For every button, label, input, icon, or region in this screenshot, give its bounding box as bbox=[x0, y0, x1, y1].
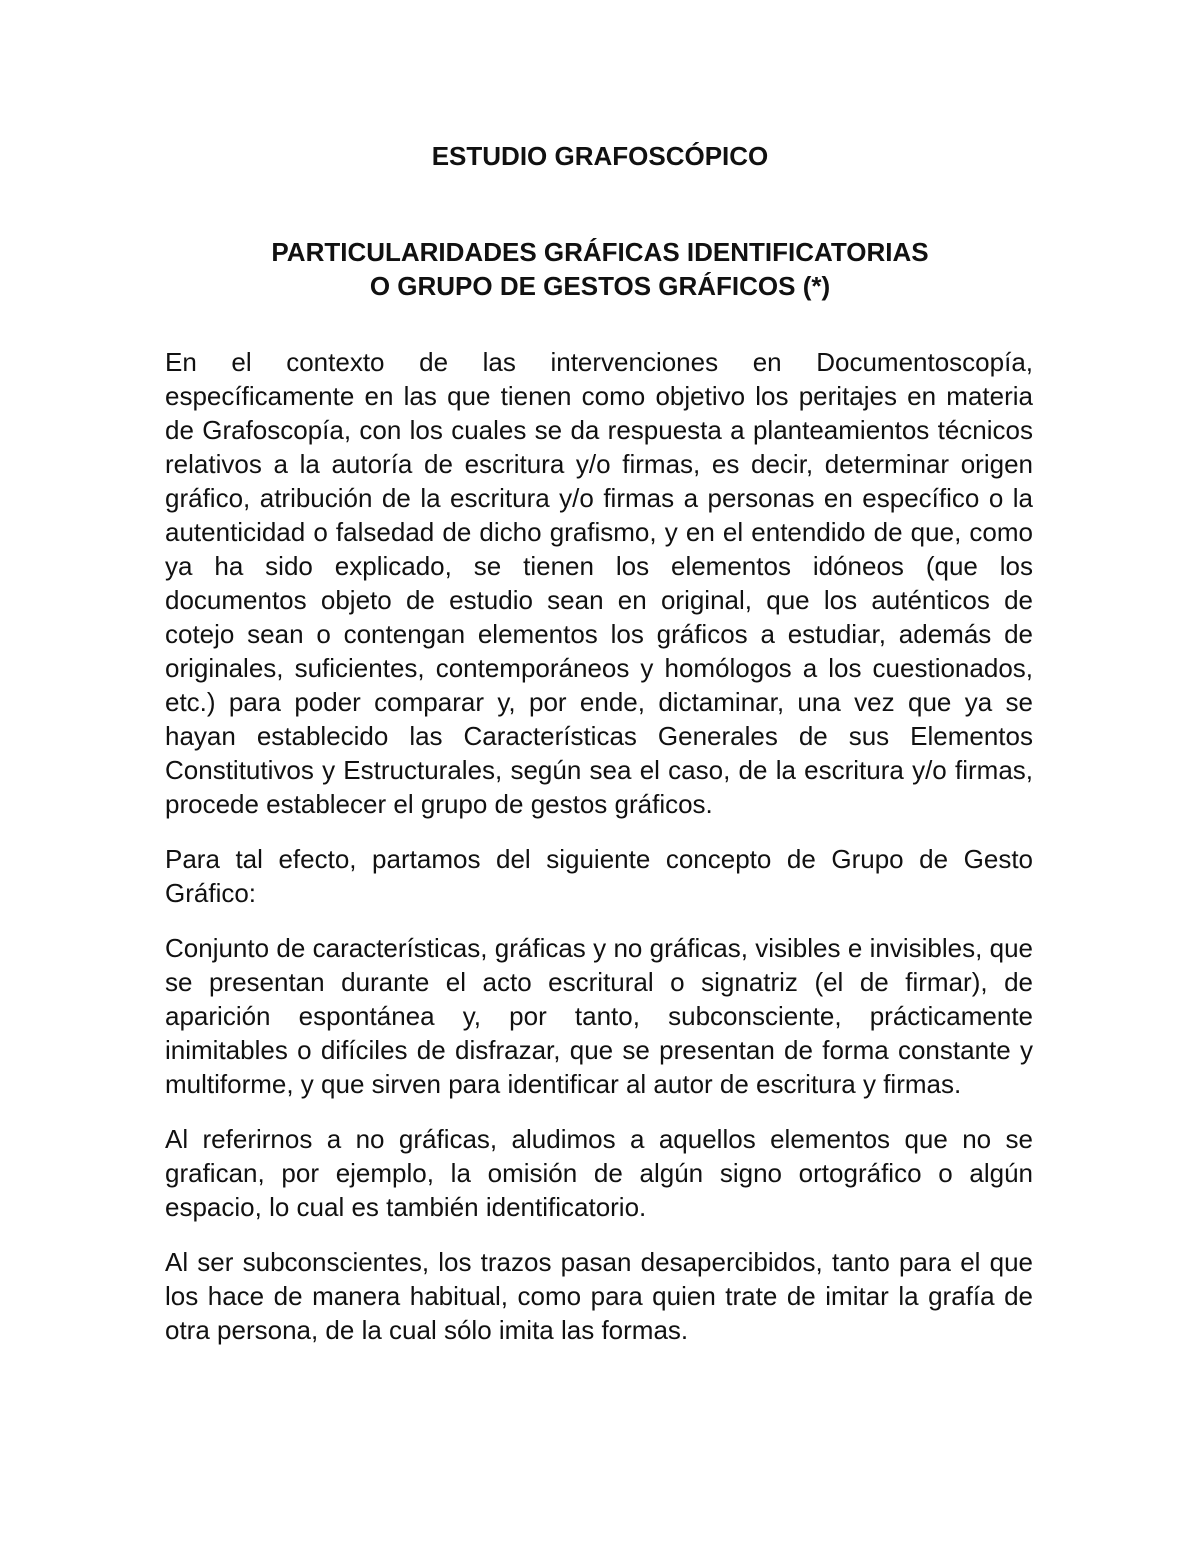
document-subtitle bbox=[0, 235, 1200, 303]
paragraph-3: Conjunto de características, gráficas y no gráficas, visibles e invisibles, que se presentan durante el acto escritural o signatriz (el de firmar), de aparición espontánea y, por tanto, subconsciente, prácticamente inimitables o difíciles de disfrazar, que se presentan de forma constante y multiforme, y que sirven para identificar al autor de escritura y firmas. bbox=[165, 933, 1033, 1099]
paragraph-1: En el contexto de las intervenciones en Documentoscopía, específicamente en las que tienen como objetivo los peritajes en materia de Grafoscopía, con los cuales se da respuesta a planteamientos técnicos relativos a la autoría de escritura y/o firmas, es decir, determinar origen gráfico, atribución de la escritura y/o firmas a personas en específico o la autenticidad o falsedad de dicho grafismo, y en el entendido de que, como ya ha sido explicado, se tienen los elementos idóneos (que los documentos objeto de estudio sean en original, que los auténticos de cotejo sean o contengan elementos los gráficos a estudiar, además de originales, suficientes, contemporáneos y homólogos a los cuestionados, etc.) para poder comparar y, por ende, dictaminar, una vez que ya se hayan establecido las Características Generales de sus Elementos Constitutivos y Estructurales, según sea el caso, de la escritura y/o firmas, procede establecer el grupo de gestos gráficos. bbox=[165, 347, 1033, 819]
document-body bbox=[165, 345, 1033, 1368]
paragraph-5: Al ser subconscientes, los trazos pasan desapercibidos, tanto para el que los hace de manera habitual, como para quien trate de imitar la grafía de otra persona, de la cual sólo imita las formas. bbox=[165, 1247, 1033, 1345]
paragraph-4: Al referirnos a no gráficas, aludimos a aquellos elementos que no se grafican, por ejemplo, la omisión de algún signo ortográfico o algún espacio, lo cual es también identificatorio. bbox=[165, 1124, 1033, 1222]
subtitle-line-2: O GRUPO DE GESTOS GRÁFICOS (*) bbox=[369, 271, 831, 301]
document-title: ESTUDIO GRAFOSCÓPICO bbox=[431, 141, 769, 171]
paragraph-2: Para tal efecto, partamos del siguiente concepto de Grupo de Gesto Gráfico: bbox=[165, 844, 1033, 908]
subtitle-line-1: PARTICULARIDADES GRÁFICAS IDENTIFICATORIAS bbox=[271, 237, 929, 267]
